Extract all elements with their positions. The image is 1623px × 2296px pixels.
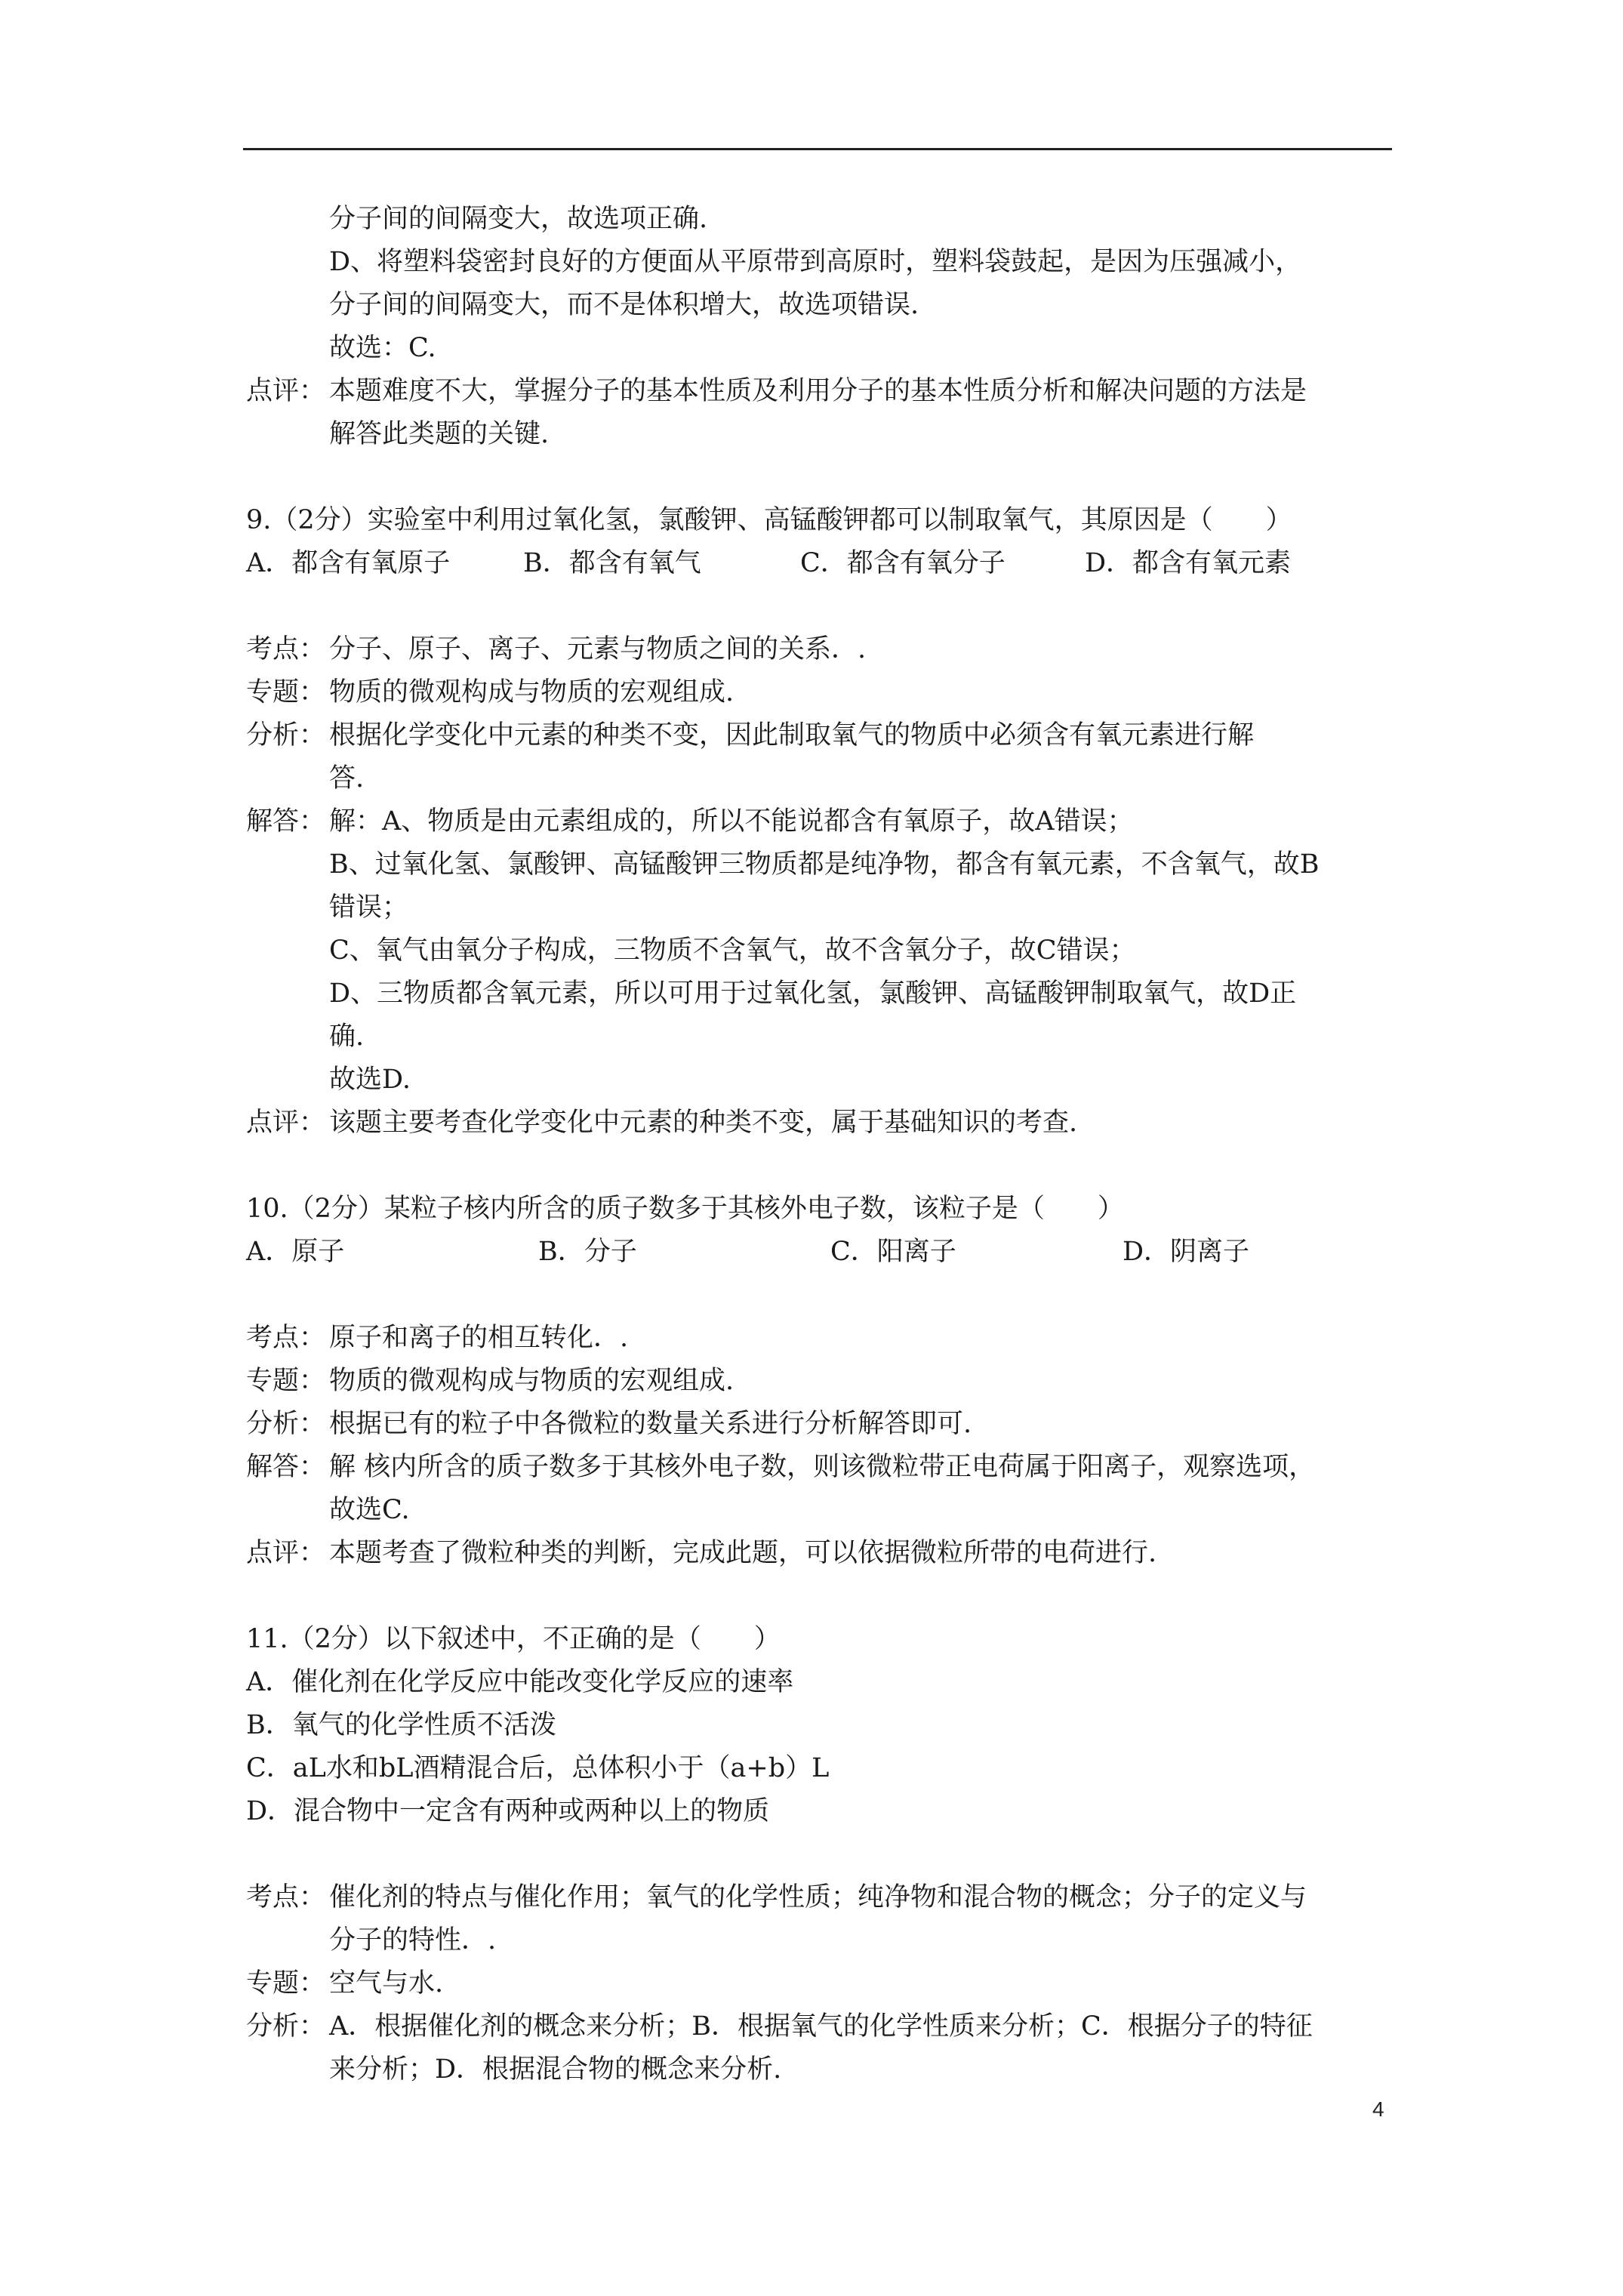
- q11-kaodian-cont: 分子的特性．.: [329, 1925, 497, 1955]
- dianping-text: 该题主要考查化学变化中元素的种类不变，属于基础知识的考查.: [329, 1108, 1078, 1138]
- fenxi-text: 根据已有的粒子中各微粒的数量关系进行分析解答即可.: [329, 1409, 972, 1439]
- comment-text: 本题难度不大，掌握分子的基本性质及利用分子的基本性质分析和解决问题的方法是: [329, 376, 1307, 406]
- q9-jieda-c: C、氧气由氧分子构成，三物质不含氧气，故不含氧分子，故C错误；: [329, 935, 1136, 966]
- q11-option-a: A．催化剂在化学反应中能改变化学反应的速率: [246, 1667, 794, 1697]
- zhuanti-text: 物质的微观构成与物质的宏观组成.: [329, 677, 735, 707]
- zhuanti-text: 空气与水.: [329, 1968, 444, 1999]
- jieda-text: 解：A、物质是由元素组成的，所以不能说都含有氧原子，故A错误；: [329, 806, 1134, 837]
- q11-stem: 11.（2分）以下叙述中，不正确的是（ ）: [246, 1624, 781, 1654]
- q9-fenxi: [246, 714, 1394, 757]
- jieda-text: 解 核内所含的质子数多于其核外电子数，则该微粒带正电荷属于阳离子，观察选项，: [329, 1452, 1316, 1482]
- q10-dianping: [246, 1532, 1394, 1575]
- prev-d-line2: 分子间的间隔变大，而不是体积增大，故选项错误.: [329, 290, 919, 320]
- q9-stem: 9.（2分）实验室中利用过氧化氢，氯酸钾、高锰酸钾都可以制取氧气，其原因是（ ）: [246, 505, 1292, 535]
- q10-kaodian: [246, 1317, 1394, 1360]
- prev-c-continuation: 分子间的间隔变大，故选项正确.: [329, 204, 708, 234]
- zhuanti-label: 专题：: [246, 1968, 326, 1999]
- q11-option-c: C．aL水和bL酒精混合后，总体积小于（a+b）L: [246, 1753, 830, 1783]
- prev-comment: [246, 370, 1394, 413]
- q10-fenxi: [246, 1403, 1394, 1446]
- q9-option-c: C．都含有氧分子: [800, 548, 1006, 578]
- kaodian-label: 考点：: [246, 1323, 326, 1353]
- fenxi-text: 根据化学变化中元素的种类不变，因此制取氧气的物质中必须含有氧元素进行解: [329, 720, 1255, 750]
- q9-zhuanti: [246, 671, 1394, 714]
- kaodian-text: 催化剂的特点与催化作用；氧气的化学性质；纯净物和混合物的概念；分子的定义与: [329, 1882, 1307, 1912]
- q11-option-b: B．氧气的化学性质不活泼: [246, 1710, 556, 1740]
- fenxi-text: A．根据催化剂的概念来分析；B．根据氧气的化学性质来分析；C．根据分子的特征: [329, 2011, 1313, 2042]
- q9-jieda-d: D、三物质都含氧元素，所以可用于过氧化氢，氯酸钾、高锰酸钾制取氧气，故D正: [329, 978, 1297, 1009]
- page-number: 4: [1372, 2097, 1384, 2121]
- prev-comment-cont: 解答此类题的关键.: [329, 419, 550, 449]
- kaodian-text: 原子和离子的相互转化．.: [329, 1323, 629, 1353]
- page-content: [246, 198, 1394, 2091]
- q10-stem: 10.（2分）某粒子核内所含的质子数多于其核外电子数，该粒子是（ ）: [246, 1194, 1124, 1224]
- dianping-label: 点评：: [246, 1108, 326, 1138]
- comment-label: 点评：: [246, 376, 326, 406]
- q10-option-c: C．阳离子: [830, 1237, 956, 1267]
- q11-zhuanti: [246, 1962, 1394, 2005]
- q9-options: [246, 542, 1394, 585]
- q9-answer: 故选D.: [329, 1065, 411, 1095]
- jieda-label: 解答：: [246, 806, 326, 837]
- q9-kaodian: [246, 628, 1394, 671]
- q9-fenxi-cont: 答.: [329, 763, 365, 794]
- q10-jieda: [246, 1446, 1394, 1489]
- q11-fenxi-cont: 来分析；D．根据混合物的概念来分析.: [329, 2054, 782, 2085]
- zhuanti-label: 专题：: [246, 677, 326, 707]
- prev-answer: 故选：C.: [329, 333, 436, 363]
- q9-jieda-d-cont: 确.: [329, 1022, 365, 1052]
- q9-jieda-b-cont: 错误；: [329, 892, 409, 923]
- fenxi-label: 分析：: [246, 720, 326, 750]
- dianping-text: 本题考查了微粒种类的判断，完成此题，可以依据微粒所带的电荷进行.: [329, 1538, 1157, 1568]
- q9-option-a: A．都含有氧原子: [246, 548, 451, 578]
- q10-option-a: A．原子: [246, 1237, 345, 1267]
- q9-jieda: [246, 800, 1394, 843]
- fenxi-label: 分析：: [246, 1409, 326, 1439]
- kaodian-label: 考点：: [246, 634, 326, 664]
- q10-options: [246, 1231, 1394, 1274]
- q10-answer: 故选C.: [329, 1495, 410, 1525]
- prev-d-line1: D、将塑料袋密封良好的方便面从平原带到高原时，塑料袋鼓起，是因为压强减小，: [329, 247, 1302, 277]
- dianping-label: 点评：: [246, 1538, 326, 1568]
- fenxi-label: 分析：: [246, 2011, 326, 2042]
- q9-option-d: D．都含有氧元素: [1085, 548, 1292, 578]
- q11-fenxi: [246, 2005, 1394, 2048]
- jieda-label: 解答：: [246, 1452, 326, 1482]
- q9-jieda-b: B、过氧化氢、氯酸钾、高锰酸钾三物质都是纯净物，都含有氧元素，不含氧气，故B: [329, 849, 1320, 880]
- zhuanti-label: 专题：: [246, 1366, 326, 1396]
- q11-option-d: D．混合物中一定含有两种或两种以上的物质: [246, 1796, 770, 1826]
- q10-option-b: B．分子: [538, 1237, 637, 1267]
- q10-zhuanti: [246, 1360, 1394, 1403]
- kaodian-text: 分子、原子、离子、元素与物质之间的关系．.: [329, 634, 867, 664]
- kaodian-label: 考点：: [246, 1882, 326, 1912]
- header-rule: [243, 148, 1392, 150]
- q9-dianping: [246, 1102, 1394, 1145]
- zhuanti-text: 物质的微观构成与物质的宏观组成.: [329, 1366, 735, 1396]
- q11-kaodian: [246, 1876, 1394, 1919]
- q10-option-d: D．阴离子: [1123, 1237, 1250, 1267]
- q9-option-b: B．都含有氧气: [523, 548, 701, 578]
